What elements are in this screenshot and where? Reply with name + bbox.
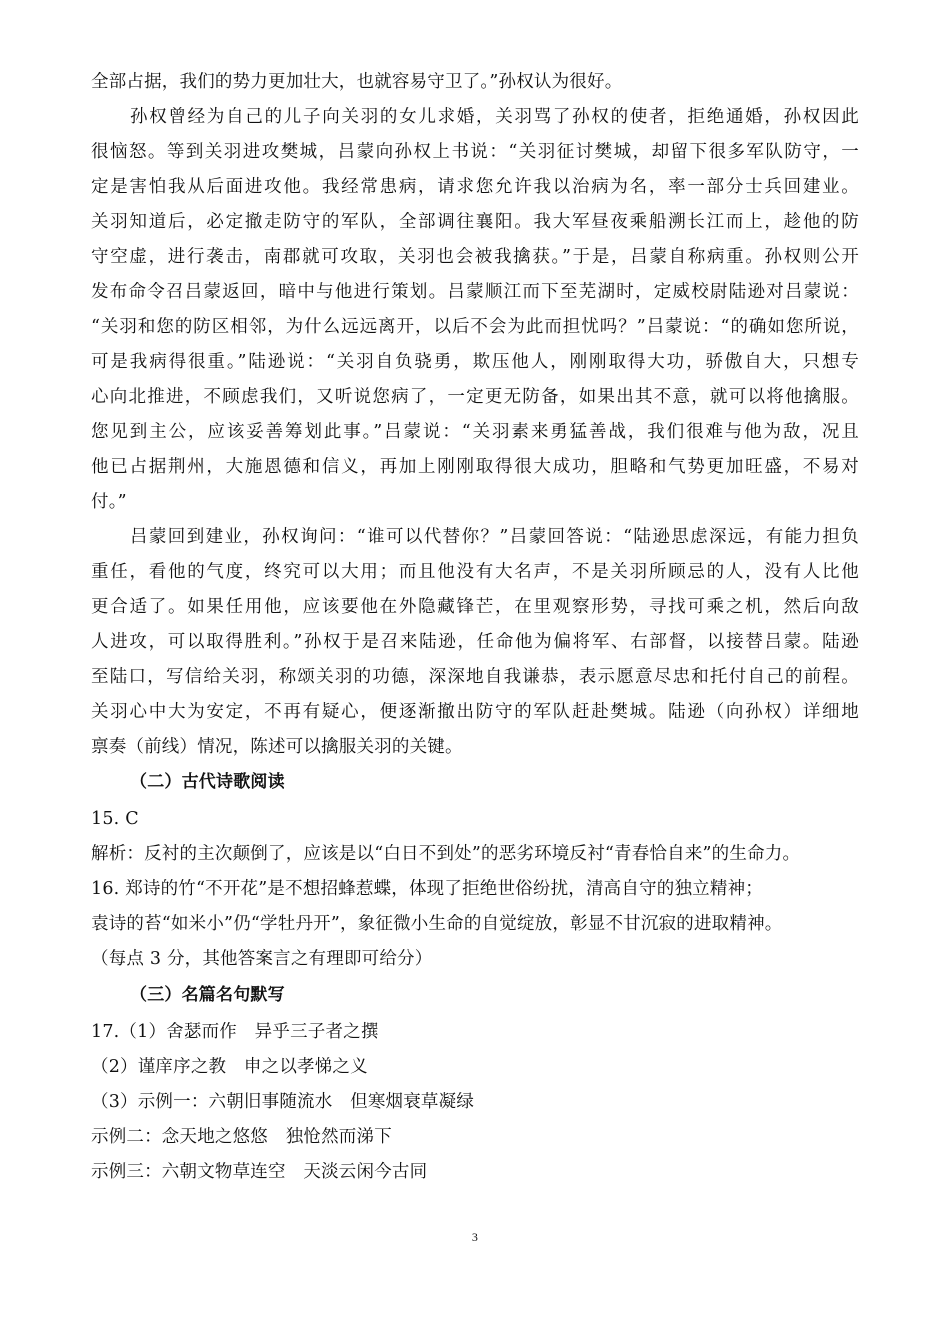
paragraph-line: 至陆口，写信给关羽，称颂关羽的功德，深深地自我谦恭，表示愿意尽忠和托付自己的前程。 [91, 667, 859, 687]
page-number: 3 [471, 1230, 479, 1244]
paragraph-line: 可是我病得很重。”陆逊说：“关羽自负骁勇，欺压他人，刚刚取得大功，骄傲自大，只想专 [91, 352, 859, 372]
paragraph-line: 付。” [91, 492, 127, 512]
paragraph-line: 吕蒙回到建业，孙权询问：“谁可以代替你？”吕蒙回答说：“陆逊思虑深远，有能力担负 [130, 527, 859, 547]
answer-q16-line2: 袁诗的苔“如米小”仍“学牡丹开”，象征微小生命的自觉绽放，彰显不甘沉寂的进取精神。 [91, 914, 783, 934]
paragraph-line: 全部占据，我们的势力更加壮大，也就容易守卫了。”孙权认为很好。 [91, 72, 623, 92]
paragraph-line: 他已占据荆州，大施恩德和信义，再加上刚刚取得很大成功，胆略和气势更加旺盛，不易对 [91, 457, 859, 477]
paragraph-line: 很恼怒。等到关羽进攻樊城，吕蒙向孙权上书说：“关羽征讨樊城，却留下很多军队防守，一 [91, 142, 859, 162]
answer-q15: 15. C [91, 809, 139, 829]
paragraph-line: 定是害怕我从后面进攻他。我经常患病，请求您允许我以治病为名，率一部分士兵回建业。 [91, 177, 859, 197]
answer-q17-1: 17.（1）舍瑟而作 异乎三子者之撰 [91, 1022, 379, 1042]
paragraph-line: 您见到主公，应该妥善筹划此事。”吕蒙说：“关羽素来勇猛善战，我们很难与他为敌，况且 [91, 422, 859, 442]
paragraph-line: 人进攻，可以取得胜利。”孙权于是召来陆逊，任命他为偏将军、右部督，以接替吕蒙。陆逊 [91, 632, 859, 652]
paragraph-line: 更合适了。如果任用他，应该要他在外隐藏锋芒，在里观察形势，寻找可乘之机，然后向敌 [91, 597, 859, 617]
paragraph-line: “关羽和您的防区相邻，为什么远远离开，以后不会为此而担忧吗？”吕蒙说：“的确如您所说， [91, 317, 859, 337]
analysis-q15: 解析：反衬的主次颠倒了，应该是以“白日不到处”的恶劣环境反衬“青春恰自来”的生命力。 [91, 844, 801, 864]
answer-q17-3: （3）示例一：六朝旧事随流水 但寒烟衰草凝绿 [91, 1092, 475, 1112]
paragraph-line: 禀奏（前线）情况，陈述可以擒服关羽的关键。 [91, 737, 463, 757]
scoring-note-q16: （每点 3 分，其他答案言之有理即可给分） [91, 949, 433, 969]
paragraph-line: 发布命令召吕蒙返回，暗中与他进行策划。吕蒙顺江而下至芜湖时，定威校尉陆逊对吕蒙说： [91, 282, 859, 302]
answer-q17-example2: 示例二：念天地之悠悠 独怆然而涕下 [91, 1127, 392, 1147]
section-heading-recitation: （三）名篇名句默写 [130, 985, 285, 1005]
section-heading-poetry: （二）古代诗歌阅读 [130, 772, 285, 792]
answer-q17-example3: 示例三：六朝文物草连空 天淡云闲今古同 [91, 1162, 428, 1182]
paragraph-line: 心向北推进，不顾虑我们，又听说您病了，一定更无防备，如果出其不意，就可以将他擒服。 [91, 387, 859, 407]
answer-q16-line1: 16. 郑诗的竹“不开花”是不想招蜂惹蝶，体现了拒绝世俗纷扰，清高自守的独立精神； [91, 879, 763, 899]
paragraph-line: 重任，看他的气度，终究可以大用；而且他没有大名声，不是关羽所顾忌的人，没有人比他 [91, 562, 859, 582]
paragraph-line: 关羽心中大为安定，不再有疑心，便逐渐撤出防守的军队赶赴樊城。陆逊（向孙权）详细地 [91, 702, 859, 722]
paragraph-line: 孙权曾经为自己的儿子向关羽的女儿求婚，关羽骂了孙权的使者，拒绝通婚，孙权因此 [130, 107, 859, 127]
answer-q17-2: （2）谨庠序之教 申之以孝悌之义 [91, 1057, 368, 1077]
paragraph-line: 关羽知道后，必定撤走防守的军队，全部调往襄阳。我大军昼夜乘船溯长江而上，趁他的防 [91, 212, 859, 232]
paragraph-line: 守空虚，进行袭击，南郡就可攻取，关羽也会被我擒获。”于是，吕蒙自称病重。孙权则公开 [91, 247, 859, 267]
